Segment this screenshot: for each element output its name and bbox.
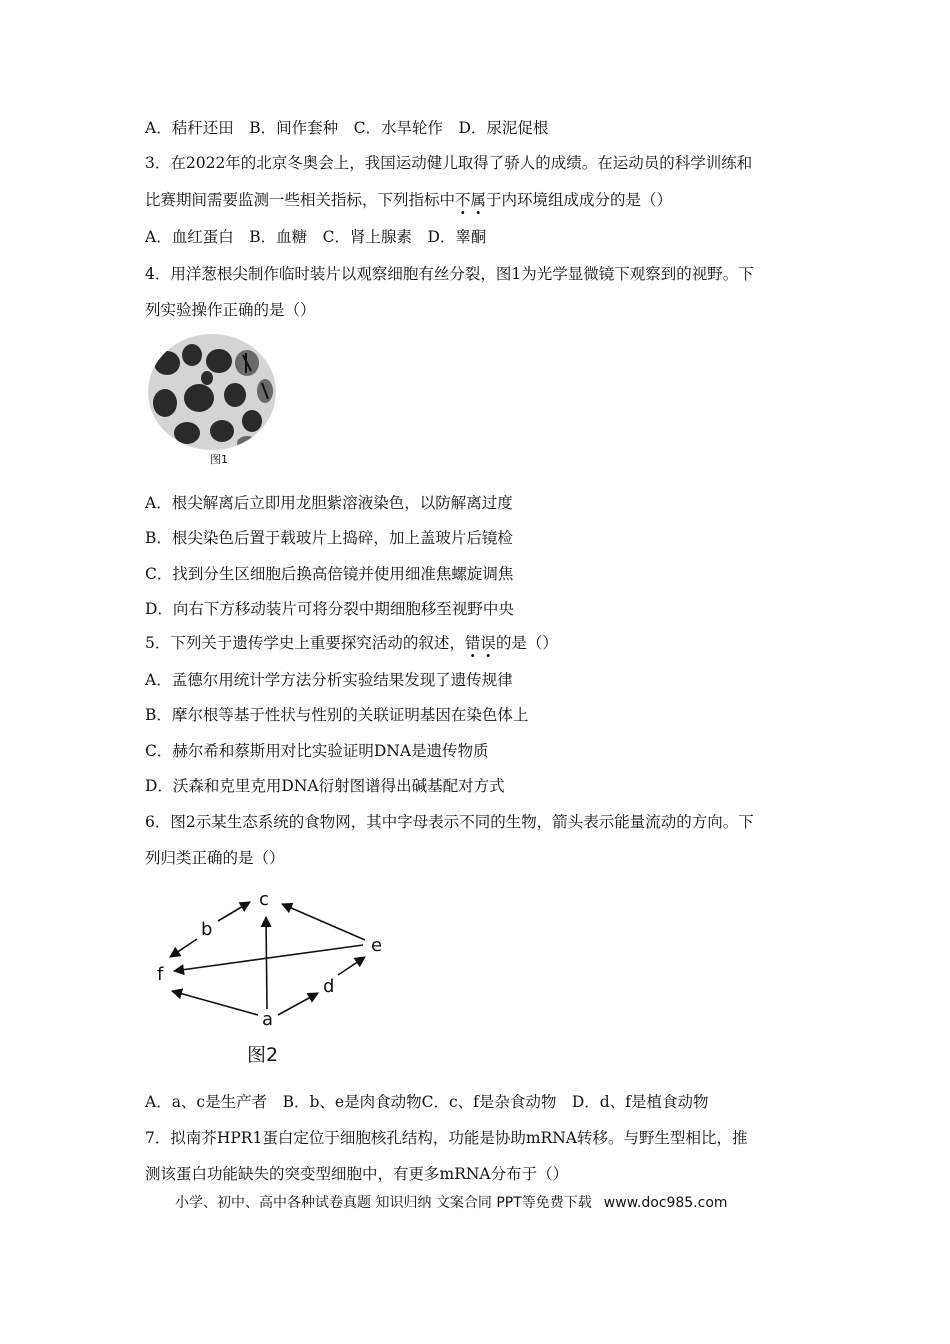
node-a: a	[262, 1009, 274, 1030]
q4-option-d: D．向右下方移动装片可将分裂中期细胞移至视野中央	[145, 600, 514, 618]
node-f: f	[157, 964, 164, 985]
q3-options: A．血红蛋白 B．血糖 C．肾上腺素 D．睾酮	[145, 228, 487, 246]
figure-1-label: 图1	[210, 453, 228, 466]
q5-option-d: D．沃森和克里克用DNA衍射图谱得出碱基配对方式	[145, 777, 505, 795]
q3-stem-pre: 比赛期间需要监测一些相关指标，下列指标中	[145, 191, 456, 209]
node-c: c	[259, 889, 269, 910]
arrow-a-to-f	[172, 991, 258, 1015]
figure-2-label: 图2	[247, 1044, 279, 1066]
q6-stem-line2: 列归类正确的是（）	[145, 849, 285, 867]
q3-stem-post: 于内环境组成成分的是（）	[486, 191, 673, 209]
q5-option-b: B．摩尔根等基于性状与性别的关联证明基因在染色体上	[145, 706, 529, 724]
q5-option-c: C．赫尔希和蔡斯用对比实验证明DNA是遗传物质	[145, 742, 489, 760]
arrow-a-to-c	[266, 917, 267, 1009]
node-e: e	[371, 935, 383, 956]
arrow-a-to-d	[278, 993, 318, 1015]
arrow-b-to-c	[218, 902, 250, 921]
q5-stem	[145, 633, 558, 653]
q7-stem-line1: 7．拟南芥HPR1蛋白定位于细胞核孔结构，功能是协助mRNA转移。与野生型相比，推	[145, 1129, 748, 1147]
q2-options: A．秸秆还田 B．间作套种 C．水旱轮作 D．尿泥促根	[145, 119, 549, 137]
q6-options: A．a、c是生产者 B．b、e是肉食动物C．c、f是杂食动物 D．d、f是植食动物	[145, 1093, 709, 1111]
q3-stem-line2	[145, 190, 672, 210]
q6-stem-line1: 6．图2示某生态系统的食物网，其中字母表示不同的生物，箭头表示能量流动的方向。下	[145, 813, 754, 831]
q4-stem-line2: 列实验操作正确的是（）	[145, 301, 316, 319]
microscope-field-image	[147, 333, 277, 451]
footer	[175, 1192, 728, 1212]
q7-stem-line2: 测该蛋白功能缺失的突变型细胞中，有更多mRNA分布于（）	[145, 1165, 569, 1183]
q5-option-a: A．孟德尔用统计学方法分析实验结果发现了遗传规律	[145, 671, 513, 689]
node-b: b	[201, 919, 213, 940]
q5-stem-post: 的是（）	[495, 634, 558, 652]
arrow-b-to-f	[170, 939, 197, 957]
arrow-e-to-c	[282, 904, 365, 940]
arrow-e-to-f	[174, 945, 363, 971]
food-web-diagram	[150, 885, 400, 1035]
q3-emphasis-1: 不	[455, 191, 471, 209]
q4-stem-line1: 4．用洋葱根尖制作临时装片以观察细胞有丝分裂，图1为光学显微镜下观察到的视野。下	[145, 265, 754, 283]
q5-emphasis-1: 错	[464, 634, 481, 652]
q5-emphasis-2: 误	[480, 634, 496, 652]
q5-stem-pre: 5．下列关于遗传学史上重要探究活动的叙述，	[145, 634, 465, 652]
q3-stem-line1: 3．在2022年的北京冬奥会上，我国运动健儿取得了骄人的成绩。在运动员的科学训练和	[145, 154, 753, 172]
arrow-d-to-e	[338, 957, 365, 975]
q4-option-c: C．找到分生区细胞后换高倍镜并使用细准焦螺旋调焦	[145, 565, 514, 583]
node-d: d	[323, 976, 335, 997]
footer-url[interactable]: www.doc985.com	[603, 1195, 728, 1211]
footer-text: 小学、初中、高中各种试卷真题 知识归纳 文案合同 PPT等免费下载	[175, 1195, 592, 1211]
q4-option-b: B．根尖染色后置于载玻片上捣碎，加上盖玻片后镜检	[145, 529, 513, 547]
q4-option-a: A．根尖解离后立即用龙胆紫溶液染色，以防解离过度	[145, 494, 513, 512]
q3-emphasis-2: 属	[470, 191, 487, 209]
